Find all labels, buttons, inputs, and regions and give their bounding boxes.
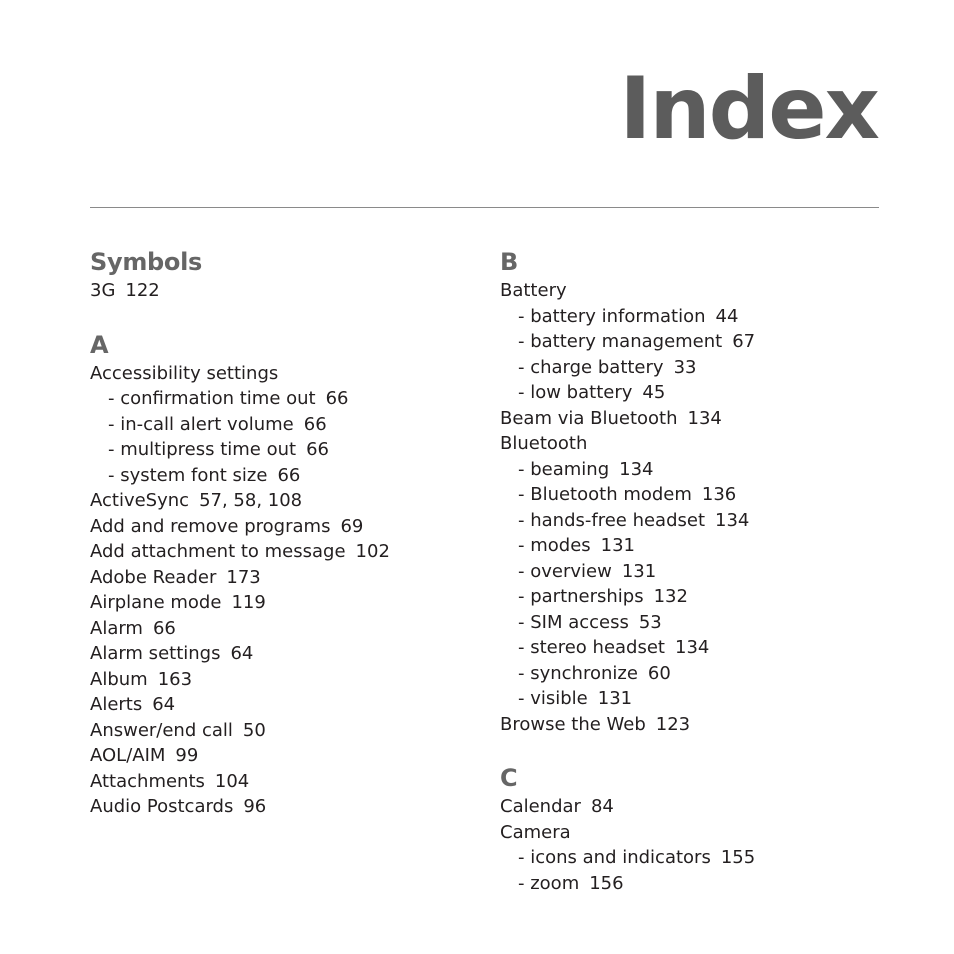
- entry-page-ref: 102: [355, 541, 390, 562]
- index-entry: [500, 278, 880, 304]
- entry-term: - confirmation time out: [108, 388, 316, 409]
- index-subentry: [500, 584, 880, 610]
- entry-page-ref: 53: [638, 611, 662, 633]
- entry-term: Audio Postcards: [90, 796, 234, 817]
- index-entry: [90, 769, 470, 795]
- entry-term: Album: [90, 668, 148, 690]
- index-entry: [90, 692, 470, 718]
- index-subentry: [500, 845, 880, 871]
- entry-term: Answer/end call: [90, 719, 233, 741]
- index-entry: [500, 431, 880, 457]
- entry-term: - in-call alert volume: [108, 413, 294, 435]
- entry-page-ref: 134: [715, 509, 750, 531]
- entry-page-ref: 66: [306, 439, 329, 460]
- entry-term: - beaming: [518, 458, 610, 480]
- index-subentry: [500, 661, 880, 687]
- index-section: [500, 762, 880, 896]
- index-entry: [90, 667, 470, 693]
- entry-term: Airplane mode: [90, 592, 222, 613]
- index-entry: [500, 794, 880, 820]
- index-section: [500, 246, 880, 737]
- index-entry: [90, 488, 470, 514]
- entry-page-ref: 67: [732, 331, 756, 352]
- section-heading: B: [500, 248, 518, 276]
- index-subentry: [500, 559, 880, 585]
- index-subentry: [500, 329, 880, 355]
- title-divider: [90, 207, 879, 208]
- entry-page-ref: 50: [242, 719, 266, 741]
- entry-term: - SIM access: [518, 611, 629, 633]
- entry-term: Attachments: [90, 770, 205, 792]
- index-entry: [90, 718, 470, 744]
- entry-term: 3G: [90, 280, 116, 301]
- index-subentry: [500, 380, 880, 406]
- entry-page-ref: 134: [687, 407, 722, 429]
- entry-page-ref: 132: [653, 586, 688, 607]
- entry-term: - synchronize: [518, 662, 638, 684]
- entry-term: Alarm settings: [90, 643, 221, 664]
- index-subentry: [500, 871, 880, 897]
- entry-page-ref: 66: [325, 388, 349, 409]
- entry-term: - hands-free headset: [518, 509, 706, 531]
- entry-term: Accessibility settings: [90, 362, 279, 384]
- entry-page-ref: 69: [340, 515, 364, 537]
- entry-page-ref: 134: [619, 458, 654, 480]
- entry-term: - low battery: [518, 382, 633, 403]
- entry-term: Bluetooth: [500, 433, 588, 454]
- entry-term: - multipress time out: [108, 439, 297, 460]
- entry-page-ref: 44: [715, 305, 739, 327]
- entry-term: ActiveSync: [90, 490, 190, 511]
- entry-term: Add attachment to message: [90, 541, 346, 562]
- index-entry: [500, 712, 880, 738]
- entry-page-ref: 131: [597, 688, 633, 709]
- entry-term: - system font size: [108, 464, 268, 486]
- entry-page-ref: 123: [655, 713, 691, 735]
- index-subentry: [500, 482, 880, 508]
- entry-page-ref: 33: [673, 356, 697, 378]
- entry-page-ref: 173: [226, 566, 261, 588]
- entry-page-ref: 131: [600, 535, 636, 556]
- index-entry: [90, 641, 470, 667]
- entry-term: Battery: [500, 280, 567, 301]
- index-entry: [500, 406, 880, 432]
- entry-term: - battery information: [518, 305, 706, 327]
- entry-term: Add and remove programs: [90, 515, 331, 537]
- entry-page-ref: 134: [675, 637, 710, 658]
- index-subentry: [500, 457, 880, 483]
- entry-page-ref: 96: [243, 796, 267, 817]
- index-section: [90, 246, 470, 304]
- index-entry: [90, 514, 470, 540]
- entry-page-ref: 136: [701, 484, 737, 505]
- entry-term: Beam via Bluetooth: [500, 407, 678, 429]
- entry-page-ref: 155: [720, 847, 756, 868]
- entry-term: AOL/AIM: [90, 745, 166, 766]
- entry-page-ref: 66: [152, 617, 176, 639]
- entry-term: Adobe Reader: [90, 566, 217, 588]
- index-subentry: [90, 463, 470, 489]
- index-entry: [90, 590, 470, 616]
- index-subentry: [90, 386, 470, 412]
- index-subentry: [500, 508, 880, 534]
- entry-page-ref: 66: [277, 464, 301, 486]
- index-entry: [500, 820, 880, 846]
- entry-term: - charge battery: [518, 356, 664, 378]
- entry-page-ref: 57, 58, 108: [199, 490, 303, 511]
- entry-term: Browse the Web: [500, 713, 646, 735]
- entry-term: Alarm: [90, 617, 143, 639]
- entry-page-ref: 122: [125, 280, 160, 301]
- index-column-right: [500, 246, 880, 896]
- entry-term: - partnerships: [518, 586, 644, 607]
- index-column-left: [90, 246, 470, 820]
- section-heading: A: [90, 330, 109, 359]
- index-entry: [90, 539, 470, 565]
- index-entry: [90, 361, 470, 387]
- entry-page-ref: 163: [157, 668, 193, 690]
- entry-term: - modes: [518, 535, 591, 556]
- index-entry: [90, 616, 470, 642]
- entry-term: Calendar: [500, 796, 581, 817]
- section-heading: C: [500, 764, 518, 792]
- index-subentry: [500, 635, 880, 661]
- entry-page-ref: 156: [589, 872, 624, 894]
- index-entry: [90, 743, 470, 769]
- index-subentry: [500, 533, 880, 559]
- index-subentry: [90, 437, 470, 463]
- index-entry: [90, 565, 470, 591]
- section-heading: Symbols: [90, 248, 203, 276]
- entry-page-ref: 60: [647, 662, 671, 684]
- entry-term: Camera: [500, 821, 571, 843]
- index-entry: [90, 278, 470, 304]
- index-subentry: [500, 304, 880, 330]
- entry-term: - visible: [518, 688, 588, 709]
- entry-term: Alerts: [90, 694, 143, 715]
- entry-term: - Bluetooth modem: [518, 484, 692, 505]
- entry-page-ref: 64: [230, 643, 254, 664]
- entry-term: - zoom: [518, 872, 580, 894]
- entry-page-ref: 131: [621, 560, 657, 582]
- entry-page-ref: 119: [231, 592, 266, 613]
- entry-page-ref: 84: [590, 796, 614, 817]
- entry-term: - battery management: [518, 331, 723, 352]
- entry-term: - stereo headset: [518, 637, 665, 658]
- entry-page-ref: 64: [152, 694, 176, 715]
- entry-page-ref: 99: [175, 745, 199, 766]
- index-subentry: [500, 686, 880, 712]
- index-entry: [90, 794, 470, 820]
- entry-page-ref: 66: [303, 413, 327, 435]
- entry-page-ref: 45: [642, 382, 666, 403]
- index-section: [90, 329, 470, 820]
- page-title: Index: [619, 59, 878, 159]
- entry-term: - icons and indicators: [518, 847, 711, 868]
- index-subentry: [500, 610, 880, 636]
- index-subentry: [500, 355, 880, 381]
- entry-page-ref: 104: [214, 770, 250, 792]
- index-subentry: [90, 412, 470, 438]
- entry-term: - overview: [518, 560, 612, 582]
